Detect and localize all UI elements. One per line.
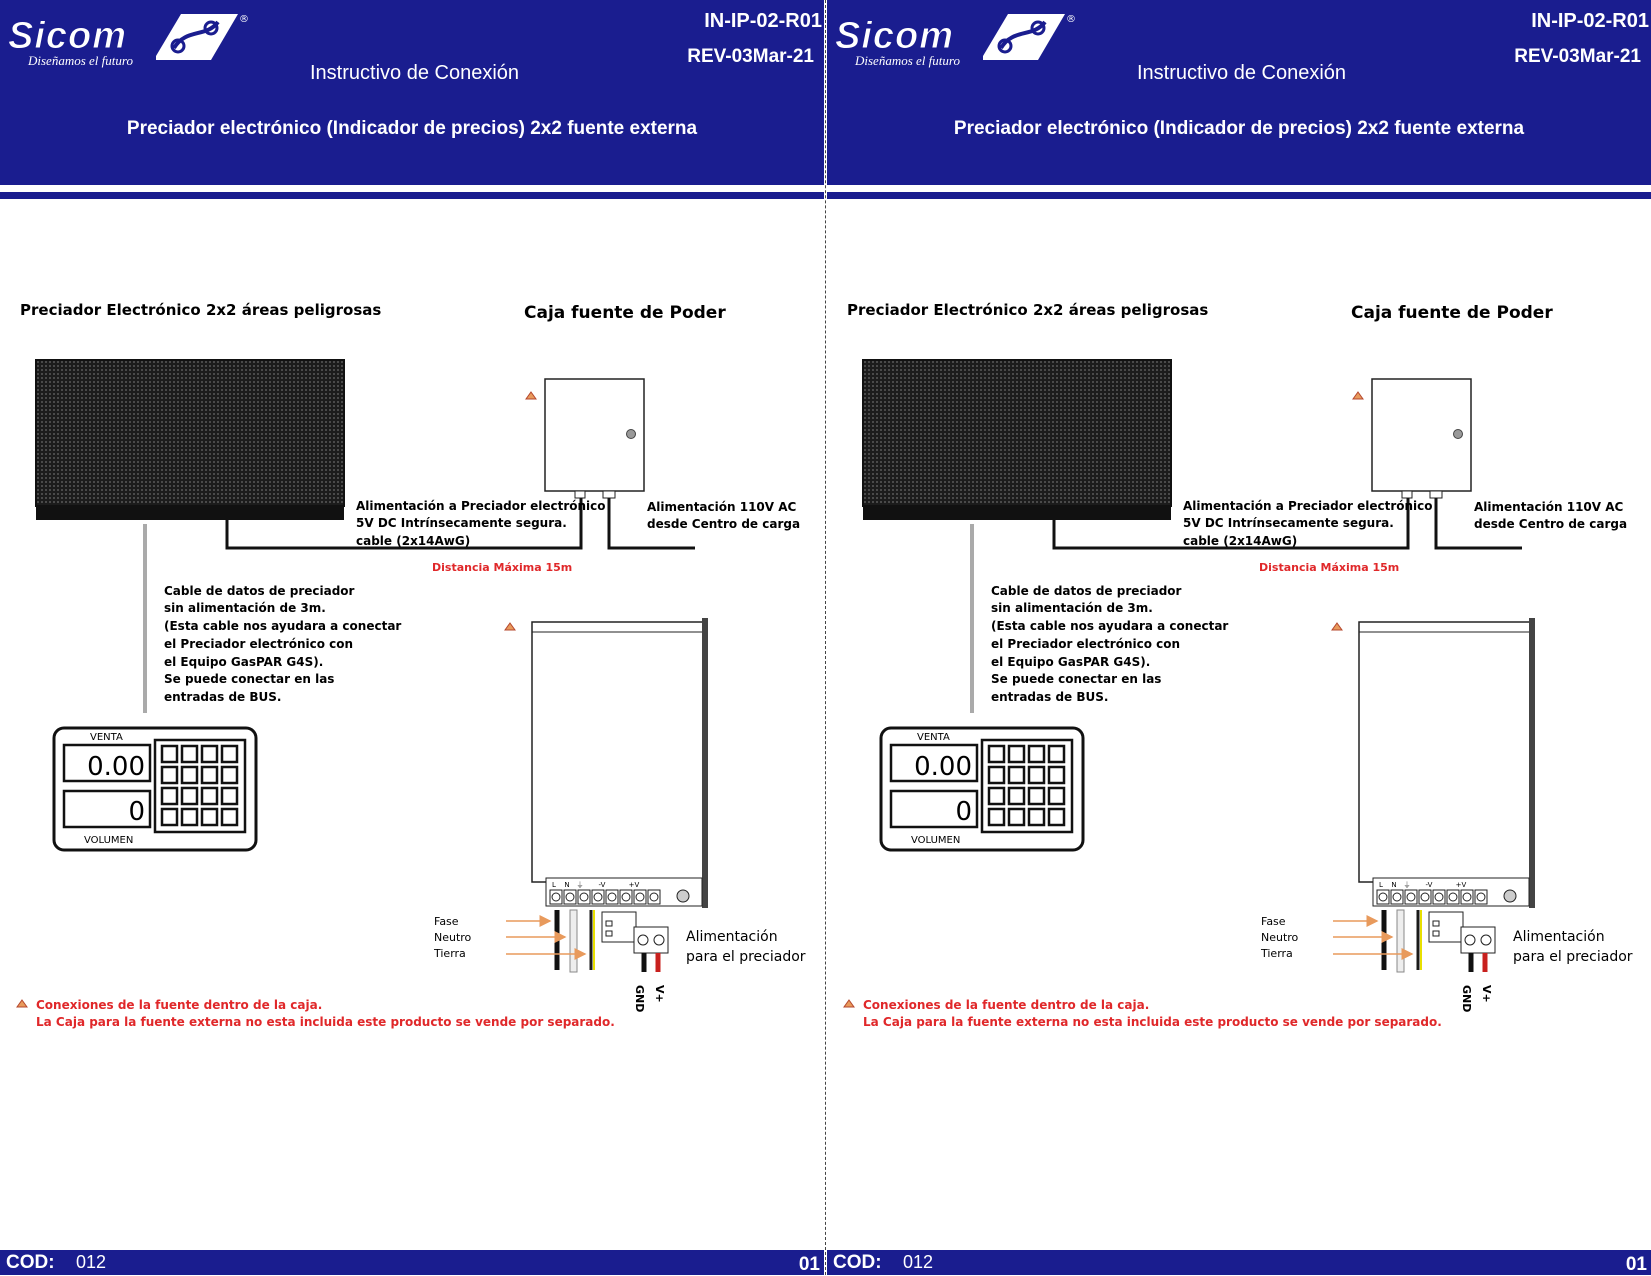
data-cable-description [991, 584, 1228, 704]
connection-diagram [827, 290, 1651, 1035]
keypad-key [1049, 809, 1064, 825]
document-title: Preciador electrónico (Indicador de precios) 2x2 fuente externa [953, 118, 1525, 139]
terminal-label: -V [1425, 881, 1433, 889]
box-note [863, 998, 1442, 1029]
keypad-key [222, 788, 237, 804]
keypad-key [1009, 788, 1024, 804]
brand-wordmark: Sicom [835, 15, 955, 57]
box-note [36, 998, 615, 1029]
logo-emblem [156, 14, 238, 60]
keypad-key [202, 788, 217, 804]
document-code: IN-IP-02-R01 [704, 10, 822, 32]
keypad-key [162, 746, 177, 762]
svg-text:entradas de BUS.: entradas de BUS. [164, 690, 282, 704]
display-title: Preciador Electrónico 2x2 áreas peligrosas [20, 301, 382, 319]
terminal-label: +V [1455, 881, 1467, 889]
keypad-key [202, 767, 217, 783]
keypad-key [1029, 809, 1044, 825]
document-page [827, 0, 1651, 1275]
svg-text:Tierra: Tierra [1261, 947, 1293, 960]
svg-text:para el preciador: para el preciador [686, 949, 806, 965]
brand-wordmark: Sicom [8, 15, 128, 57]
volumen-label: VOLUMEN [84, 835, 134, 846]
svg-text:La Caja para la fuente externa: La Caja para la fuente externa no esta incluida este producto se vende por separado. [863, 1015, 1442, 1029]
page-footer [0, 1250, 824, 1275]
page-footer [827, 1250, 1651, 1275]
brand-tagline: Diseñamos el futuro [28, 53, 133, 68]
document-title: Preciador electrónico (Indicador de precios) 2x2 fuente externa [126, 118, 698, 139]
keypad-key [182, 767, 197, 783]
terminal-label: L [552, 881, 556, 889]
keypad-key [162, 809, 177, 825]
led-price-display [36, 360, 344, 520]
keypad-key [989, 767, 1004, 783]
keypad-key [1049, 746, 1064, 762]
svg-text:Neutro: Neutro [1261, 931, 1299, 944]
terminal-label: +V [628, 881, 640, 889]
header-rule [827, 192, 1651, 199]
keypad-key [989, 746, 1004, 762]
keypad-key [222, 767, 237, 783]
svg-text:La Caja para la fuente externa: La Caja para la fuente externa no esta incluida este producto se vende por separado. [36, 1015, 615, 1029]
document-page [0, 0, 824, 1275]
feed-label [1183, 499, 1433, 548]
cod-label: COD: [6, 1252, 55, 1273]
input-wires [557, 910, 594, 972]
page-number: 01 [798, 1254, 820, 1275]
header-rule [0, 192, 824, 199]
power-supply-box [545, 379, 644, 498]
page-divider [825, 0, 826, 1275]
max-distance-label: Distancia Máxima 15m [1259, 561, 1400, 574]
svg-text:®: ® [239, 14, 249, 25]
output-label [1513, 929, 1633, 965]
venta-label: VENTA [90, 732, 123, 743]
page-header [827, 0, 1651, 185]
svg-text:Alimentación: Alimentación [1513, 929, 1605, 945]
terminal-label: N [564, 881, 570, 889]
svg-text:(Esta cable nos ayudara a cone: (Esta cable nos ayudara a conectar [991, 619, 1229, 633]
keypad-key [1049, 788, 1064, 804]
warning-icon [1332, 623, 1342, 630]
page-number: 01 [1625, 1254, 1647, 1275]
wire-labels [433, 915, 472, 960]
svg-text:5V DC Intrínsecamente segura.: 5V DC Intrínsecamente segura. [356, 516, 567, 530]
input-wires [1384, 910, 1421, 972]
svg-text:Cable de datos de preciador: Cable de datos de preciador [991, 584, 1182, 598]
venta-value: 0.00 [914, 752, 972, 782]
output-connector [602, 912, 668, 972]
venta-value: 0.00 [87, 752, 145, 782]
svg-text:(Esta cable nos ayudara a cone: (Esta cable nos ayudara a conectar [164, 619, 402, 633]
wire-labels [1260, 915, 1299, 960]
svg-text:Se puede conectar en las: Se puede conectar en las [991, 672, 1162, 686]
svg-text:Se puede conectar en las: Se puede conectar en las [164, 672, 335, 686]
cod-value: 012 [903, 1252, 934, 1272]
svg-text:Cable de datos de preciador: Cable de datos de preciador [164, 584, 355, 598]
svg-text:Neutro: Neutro [434, 931, 472, 944]
output-label [686, 929, 806, 965]
svg-text:el Equipo GasPAR G4S).: el Equipo GasPAR G4S). [991, 655, 1151, 669]
svg-text:Alimentación a Preciador elect: Alimentación a Preciador electrónico [1183, 499, 1433, 513]
svg-text:sin alimentación de 3m.: sin alimentación de 3m. [991, 601, 1153, 615]
terminal-label: N [1391, 881, 1397, 889]
terminal-label: -V [598, 881, 606, 889]
svg-text:Tierra: Tierra [434, 947, 466, 960]
gnd-label: GND [633, 985, 646, 1013]
gnd-label: GND [1460, 985, 1473, 1013]
venta-label: VENTA [917, 732, 950, 743]
keypad-key [202, 809, 217, 825]
keypad-key [1009, 809, 1024, 825]
svg-text:desde Centro de carga: desde Centro de carga [647, 517, 801, 531]
feed-label [356, 499, 606, 548]
keypad-key [1049, 767, 1064, 783]
volumen-value: 0 [955, 797, 972, 827]
svg-text:sin alimentación de 3m.: sin alimentación de 3m. [164, 601, 326, 615]
svg-text:Fase: Fase [1261, 915, 1286, 928]
gaspar-device [881, 728, 1083, 850]
vplus-label: V+ [653, 985, 666, 1003]
gaspar-device [54, 728, 256, 850]
document-revision: REV-03Mar-21 [687, 46, 814, 67]
keypad-key [182, 809, 197, 825]
power-supply-box [1372, 379, 1471, 498]
svg-text:Alimentación 110V AC: Alimentación 110V AC [647, 500, 797, 514]
keypad-key [162, 767, 177, 783]
volumen-label: VOLUMEN [911, 835, 961, 846]
keypad-key [182, 746, 197, 762]
document-type: Instructivo de Conexión [310, 62, 520, 84]
output-connector [1429, 912, 1495, 972]
display-title: Preciador Electrónico 2x2 áreas peligrosas [847, 301, 1209, 319]
logo-emblem [983, 14, 1065, 60]
power-box-title: Caja fuente de Poder [524, 303, 726, 323]
svg-text:desde Centro de carga: desde Centro de carga [1474, 517, 1628, 531]
cod-value: 012 [76, 1252, 107, 1272]
document-revision: REV-03Mar-21 [1514, 46, 1641, 67]
mains-label [647, 500, 800, 531]
svg-text:Fase: Fase [434, 915, 459, 928]
warning-icon [505, 623, 515, 630]
svg-text:cable (2x14AwG): cable (2x14AwG) [356, 534, 471, 548]
volumen-value: 0 [128, 797, 145, 827]
sicom-logo [833, 8, 1076, 75]
svg-text:5V DC Intrínsecamente segura.: 5V DC Intrínsecamente segura. [1183, 516, 1394, 530]
keypad-key [222, 809, 237, 825]
mains-label [1474, 500, 1627, 531]
sicom-logo [6, 8, 249, 75]
svg-text:entradas de BUS.: entradas de BUS. [991, 690, 1109, 704]
keypad-key [1029, 788, 1044, 804]
document-type: Instructivo de Conexión [1137, 62, 1347, 84]
svg-text:Alimentación 110V AC: Alimentación 110V AC [1474, 500, 1624, 514]
max-distance-label: Distancia Máxima 15m [432, 561, 573, 574]
keypad-key [1029, 746, 1044, 762]
connection-diagram [0, 290, 824, 1035]
power-supply-unit [532, 618, 708, 908]
svg-text:Alimentación: Alimentación [686, 929, 778, 945]
svg-text:Conexiones de la fuente dent: Conexiones de la fuente dentro de la caja. [863, 998, 1150, 1012]
warning-icon [1353, 392, 1363, 399]
document-code: IN-IP-02-R01 [1531, 10, 1649, 32]
keypad-key [1009, 767, 1024, 783]
keypad-key [222, 746, 237, 762]
keypad-key [989, 809, 1004, 825]
cod-label: COD: [833, 1252, 882, 1273]
power-supply-unit [1359, 618, 1535, 908]
svg-text:Conexiones de la fuente dent: Conexiones de la fuente dentro de la caja. [36, 998, 323, 1012]
keypad-key [1009, 746, 1024, 762]
vplus-label: V+ [1480, 985, 1493, 1003]
svg-text:®: ® [1066, 14, 1076, 25]
warning-icon [526, 392, 536, 399]
warning-icon [17, 1000, 27, 1007]
svg-text:cable (2x14AwG): cable (2x14AwG) [1183, 534, 1298, 548]
keypad-key [202, 746, 217, 762]
terminal-label: ⏚ [1403, 881, 1411, 889]
svg-text:para el preciador: para el preciador [1513, 949, 1633, 965]
svg-text:el Preciador electrónico con: el Preciador electrónico con [164, 637, 354, 651]
svg-text:el Preciador electrónico con: el Preciador electrónico con [991, 637, 1181, 651]
power-box-title: Caja fuente de Poder [1351, 303, 1553, 323]
page-header [0, 0, 824, 185]
keypad-key [1029, 767, 1044, 783]
warning-icon [844, 1000, 854, 1007]
svg-text:Alimentación a Preciador elect: Alimentación a Preciador electrónico [356, 499, 606, 513]
led-price-display [863, 360, 1171, 520]
terminal-label: L [1379, 881, 1383, 889]
svg-text:el Equipo GasPAR G4S).: el Equipo GasPAR G4S). [164, 655, 324, 669]
keypad-key [162, 788, 177, 804]
data-cable-description [164, 584, 401, 704]
brand-tagline: Diseñamos el futuro [855, 53, 960, 68]
keypad-key [989, 788, 1004, 804]
keypad-key [182, 788, 197, 804]
terminal-label: ⏚ [576, 881, 584, 889]
